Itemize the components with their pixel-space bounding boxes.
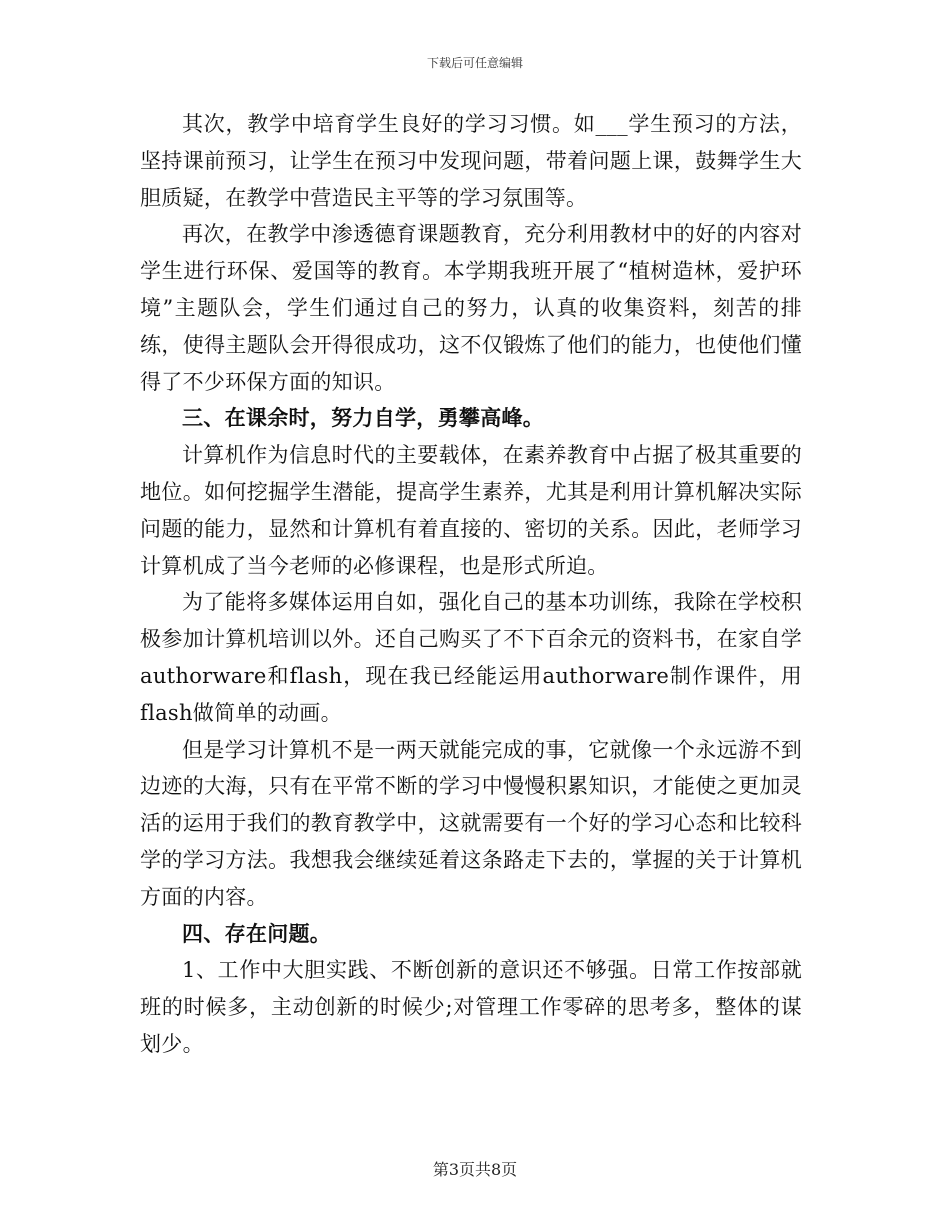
page-header: 下载后可任意编辑 [426,56,523,70]
page-number: 第3页共8页 [432,1160,518,1179]
section-heading-problems: 四、存在问题。 [182,920,332,946]
document-body [140,106,802,1063]
paragraph-continuous-learning: 但是学习计算机不是一两天就能完成的事，它就像一个永远游不到边迹的大海，只有在平常不断的学习中慢慢积累知识，才能使之更加灵活的运用于我们的教育教学中，这就需要有一个好的学习心态和比较科学的学习方法。我想我会继续延着这条路走下去的，掌握的关于计算机方面的内容。 [140,737,802,909]
paragraph-study-habits: 其次，教学中培育学生良好的学习习惯。如___学生预习的方法，坚持课前预习，让学生在预习中发现问题，带着问题上课，鼓舞学生大胆质疑，在教学中营造民主平等的学习氛围等。 [140,112,802,210]
section-heading-self-study: 三、在课余时，努力自学，勇攀高峰。 [182,405,545,431]
paragraph-problem-1: 1、工作中大胆实践、不断创新的意识还不够强。日常工作按部就班的时候多，主动创新的时候少;对管理工作零碎的思考多，整体的谋划少。 [140,958,802,1056]
paragraph-computer-role: 计算机作为信息时代的主要载体，在素养教育中占据了极其重要的地位。如何挖掘学生潜能，提高学生素养，尤其是利用计算机解决实际问题的能力，显然和计算机有着直接的、密切的关系。因此，老师学习计算机成了当今老师的必修课程，也是形式所迫。 [140,443,802,578]
paragraph-moral-education: 再次，在教学中渗透德育课题教育，充分利用教材中的好的内容对学生进行环保、爱国等的教育。本学期我班开展了“植树造林，爱护环境”主题队会，学生们通过自己的努力，认真的收集资料，刻苦的排练，使得主题队会开得很成功，这不仅锻炼了他们的能力，也使他们懂得了不少环保方面的知识。 [140,222,802,394]
paragraph-multimedia-training: 为了能将多媒体运用自如，强化自己的基本功训练，我除在学校积极参加计算机培训以外。还自己购买了不下百余元的资料书，在家自学authorware和flash，现在我已经能运用authorware制作课件，用flash做简单的动画。 [140,590,802,725]
